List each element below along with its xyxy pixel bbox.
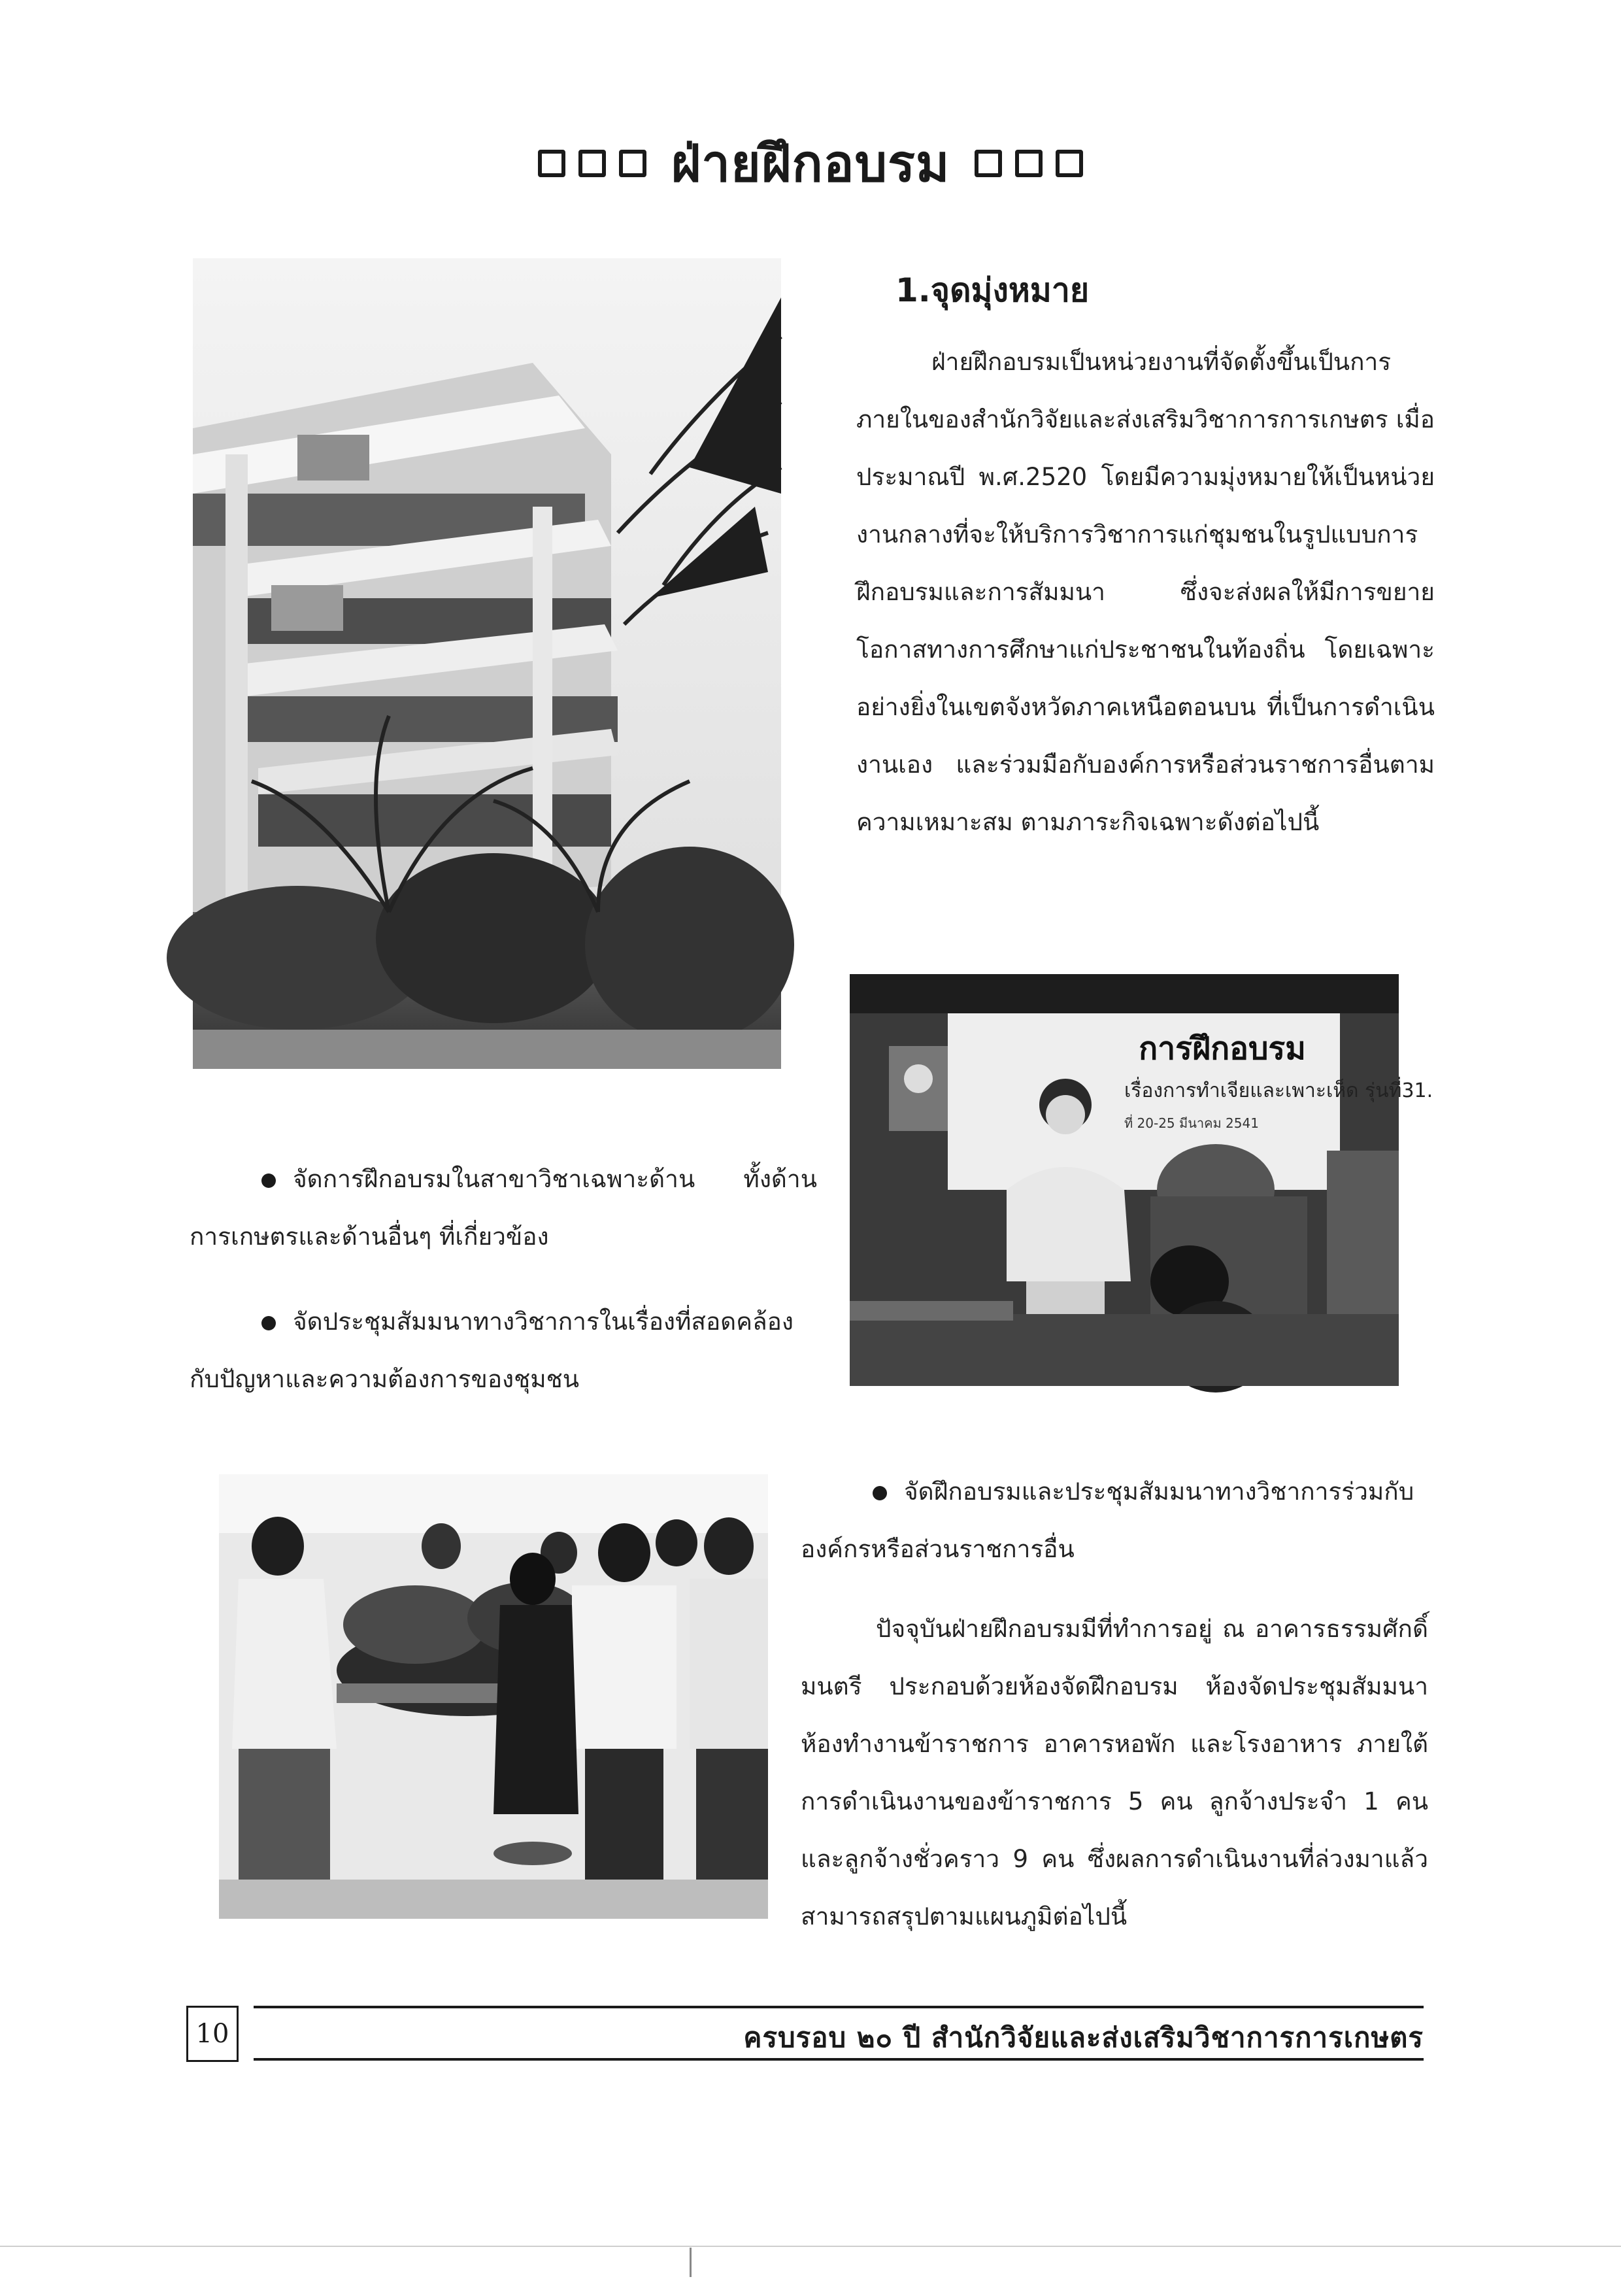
intro-paragraph [856,333,1435,851]
current-status-paragraph [801,1600,1428,1946]
training-photo [850,974,1433,1386]
bullet-text: จัดประชุมสัมมนาทางวิชาการในเรื่องที่สอดคล้องกับปัญหาและความต้องการของชุมชน [190,1308,794,1393]
bullet-text: จัดการฝึกอบรมในสาขาวิชาเฉพาะด้าน ทั้งด้านการเกษตรและด้านอื่นๆ ที่เกี่ยวข้อง [190,1165,817,1251]
scan-edge-line [0,2246,1621,2247]
bullet-item [190,1151,817,1266]
square-ornament-icon [619,150,646,177]
workshop-photo [219,1474,768,1919]
banner-subtitle: เรื่องการทำเจียและเพาะเห็ด รุ่นที่31. [1124,1079,1433,1102]
page-title: ฝ่ายฝึกอบรม [671,135,950,194]
bullet-dot-icon [261,1173,276,1188]
bullet-dot-icon [873,1486,887,1500]
page-number: 10 [186,2006,239,2062]
scan-mark [690,2248,692,2277]
banner-title: การฝึกอบรม [1139,1030,1306,1067]
footer-rule-bottom [254,2058,1424,2061]
square-ornament-icon [578,150,606,177]
section-heading: 1.จุดมุ่งหมาย [895,271,1090,309]
footer-rule-top [254,2006,1424,2008]
square-ornament-icon [975,150,1002,177]
square-ornament-icon [1015,150,1043,177]
current-status-text: ปัจจุบันฝ่ายฝึกอบรมมีที่ทำการอยู่ ณ อาคารธรรมศักดิ์มนตรี ประกอบด้วยห้องจัดฝึกอบรม ห้องจัดประชุมสัมมนา ห้องทำงานข้าราชการ อาคารหอพัก และโรงอาหาร ภายใต้การดำเนินงานของข้าราชการ 5 คน ลูกจ้างประจำ 1 คน และลูกจ้างชั่วคราว 9 คน ซึ่งผลการดำเนินงานที่ล่วงมาแล้วสามารถสรุปตามแผนภูมิต่อไปนี้ [801,1615,1428,1931]
building-photo [193,258,781,1069]
bullet-item [801,1463,1428,1578]
footer-text: ครบรอบ ๒๐ ปี สำนักวิจัยและส่งเสริมวิชาการการเกษตร [743,2021,1424,2053]
square-ornament-icon [538,150,565,177]
bullet-text: จัดฝึกอบรมและประชุมสัมมนาทางวิชาการร่วมกับองค์กรหรือส่วนราชการอื่น [801,1477,1414,1563]
square-ornament-icon [1056,150,1083,177]
intro-paragraph-text: ฝ่ายฝึกอบรมเป็นหน่วยงานที่จัดตั้งขึ้นเป็นการภายในของสำนักวิจัยและส่งเสริมวิชาการการเกษตร เมื่อประมาณปี พ.ศ.2520 โดยมีความมุ่งหมายให้เป็นหน่วยงานกลางที่จะให้บริการวิชาการแก่ชุมชนในรูปแบบการฝึกอบรมและการสัมมนา ซึ่งจะส่งผลให้มีการขยายโอกาสทางการศึกษาแก่ประชาชนในท้องถิ่น โดยเฉพาะอย่างยิ่งในเขตจังหวัดภาคเหนือตอนบน ที่เป็นการดำเนินงานเอง และร่วมมือกับองค์การหรือส่วนราชการอื่นตามความเหมาะสม ตามภาระกิจเฉพาะดังต่อไปนี้ [856,348,1435,836]
bullet-item [190,1293,817,1408]
bullet-dot-icon [261,1316,276,1330]
banner-date: ที่ 20-25 มีนาคม 2541 [1124,1115,1259,1131]
title-row [0,123,1621,204]
